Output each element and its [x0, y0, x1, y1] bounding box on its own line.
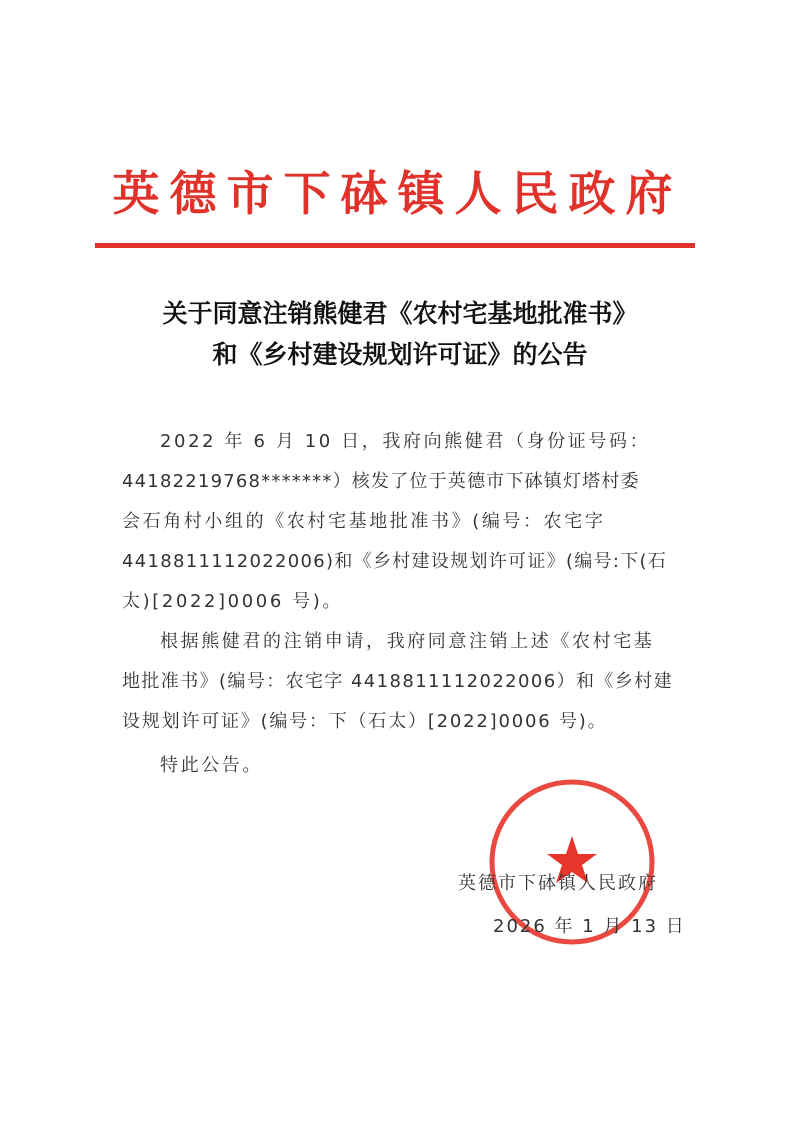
document-title-line1: 关于同意注销熊健君《农村宅基地批准书》 — [162, 299, 638, 328]
body-line: 2022 年 6 月 10 日，我府向熊健君（身份证号码： — [160, 431, 651, 452]
body-line: 太)[2022]0006 号)。 — [122, 591, 344, 612]
closing-text: 特此公告。 — [160, 755, 263, 776]
signature-date: 2026 年 1 月 13 日 — [493, 916, 686, 937]
signature-org: 英德市下砵镇人民政府 — [458, 873, 658, 894]
body-line: 会石角村小组的《农村宅基地批准书》(编号：农宅字 — [122, 511, 606, 532]
body-line: 根据熊健君的注销申请，我府同意注销上述《农村宅基 — [160, 631, 655, 652]
letterhead-red-rule — [95, 243, 695, 248]
body-line: 地批准书》(编号：农宅字 4418811112022006）和《乡村建 — [122, 671, 673, 692]
body-line: 4418811112022006)和《乡村建设规划许可证》(编号:下(石 — [122, 551, 668, 572]
document-title-line2: 和《乡村建设规划许可证》的公告 — [212, 340, 588, 369]
body-line: 44182219768*******）核发了位于英德市下砵镇灯塔村委 — [122, 471, 640, 492]
body-line: 设规划许可证》(编号：下（石太）[2022]0006 号)。 — [122, 711, 608, 732]
letterhead-title: 英德市下砵镇人民政府 — [112, 167, 683, 222]
